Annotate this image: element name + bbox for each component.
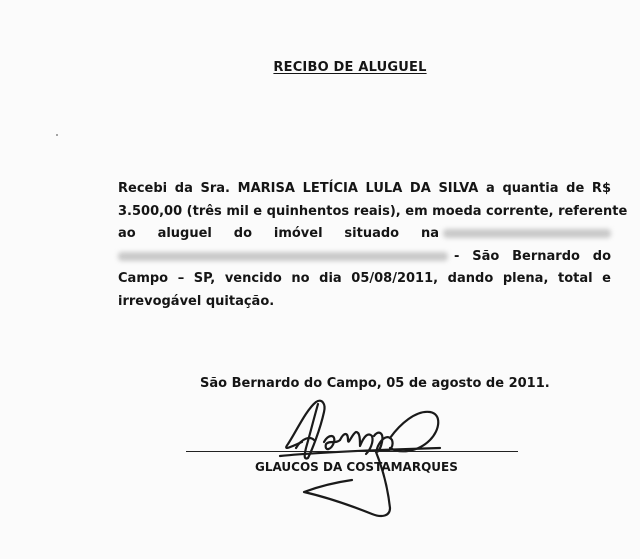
scan-speck: [56, 134, 58, 136]
document-title: RECIBO DE ALUGUEL: [273, 60, 427, 75]
body-line: 3.500,00 (três mil e quinhentos reais), em moeda corrente, referente: [118, 203, 628, 219]
body-line-text: ao aluguel do imóvel situado na: [118, 226, 439, 241]
body-line: Campo – SP, vencido no dia 05/08/2011, dando plena, total e: [118, 271, 611, 286]
body-line: Recebi da Sra. MARISA LETÍCIA LULA DA SILVA a quantia de R$: [118, 181, 611, 196]
body-line: [118, 246, 611, 269]
body-line: [118, 223, 611, 246]
redacted-address: [443, 229, 611, 238]
receipt-body: [118, 178, 628, 313]
redacted-address: [118, 252, 448, 261]
place-and-date: São Bernardo do Campo, 05 de agosto de 2011.: [200, 376, 550, 391]
body-line: irrevogável quitação.: [118, 293, 275, 309]
signer-name: GLAUCOS DA COSTAMARQUES: [255, 460, 458, 474]
body-line-text: - São Bernardo do: [454, 248, 611, 264]
signature-line: [186, 451, 518, 452]
